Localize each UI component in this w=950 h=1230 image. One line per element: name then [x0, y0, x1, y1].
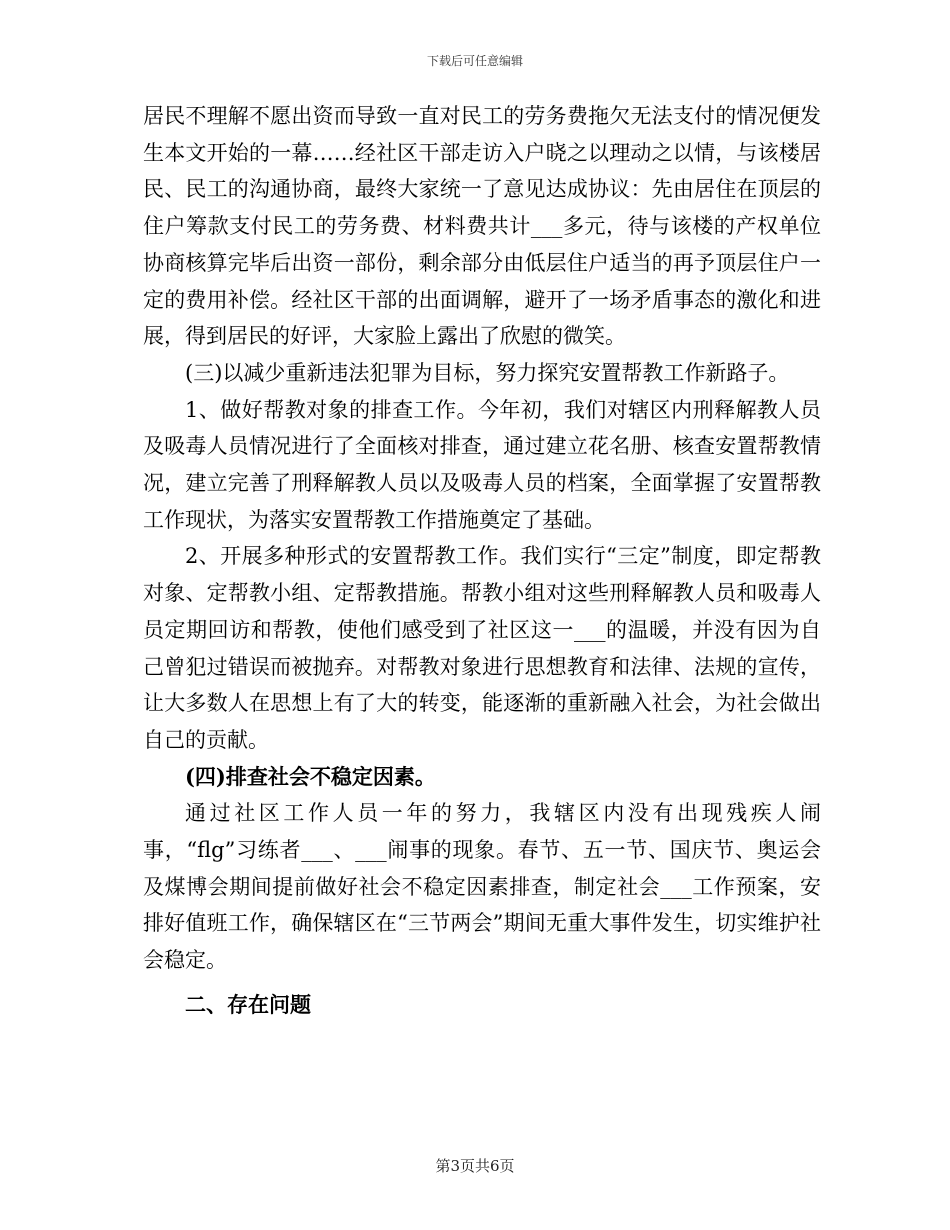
page-footer: 第3页共6页	[435, 1157, 515, 1175]
section-heading-problems: 二、存在问题	[185, 991, 311, 1017]
paragraph-stability: 通过社区工作人员一年的努力，我辖区内没有出现残疾人闹事，“flg”习练者___、___闹事的现象。春节、五一节、国庆节、奥运会及煤博会期间提前做好社会不稳定因素排查，制定社会___工作预案，安排好值班工作，确保辖区在“三节两会”期间无重大事件发生，切实维护社会稳定。	[143, 801, 821, 973]
document-body	[143, 98, 821, 1024]
page-header: 下载后可任意编辑	[426, 54, 523, 68]
paragraph-item-2: 2、开展多种形式的安置帮教工作。我们实行“三定”制度，即定帮教对象、定帮教小组、定帮教措施。帮教小组对这些刑释解教人员和吸毒人员定期回访和帮教，使他们感受到了社区这一___的温暖，并没有因为自己曾犯过错误而被抛弃。对帮教对象进行思想教育和法律、法规的宣传，让大多数人在思想上有了大的转变，能逐渐的重新融入社会，为社会做出自己的贡献。	[143, 544, 821, 752]
section-heading-4: (四)排查社会不稳定因素。	[185, 763, 436, 789]
paragraph-item-1: 1、做好帮教对象的排查工作。今年初，我们对辖区内刑释解教人员及吸毒人员情况进行了全面核对排查，通过建立花名册、核查安置帮教情况，建立完善了刑释解教人员以及吸毒人员的档案，全面掌握了安置帮教工作现状，为落实安置帮教工作措施奠定了基础。	[143, 397, 821, 532]
paragraph-mediation-story: 居民不理解不愿出资而导致一直对民工的劳务费拖欠无法支付的情况便发生本文开始的一幕……经社区干部走访入户晓之以理动之以情，与该楼居民、民工的沟通协商，最终大家统一了意见达成协议：先由居住在顶层的住户筹款支付民工的劳务费、材料费共计___多元，待与该楼的产权单位协商核算完毕后出资一部份，剩余部分由低层住户适当的再予顶层住户一定的费用补偿。经社区干部的出面调解，避开了一场矛盾事态的激化和进展，得到居民的好评，大家脸上露出了欣慰的微笑。	[143, 104, 821, 349]
section-heading-3: (三)以减少重新违法犯罪为目标，努力探究安置帮教工作新路子。	[185, 360, 790, 385]
